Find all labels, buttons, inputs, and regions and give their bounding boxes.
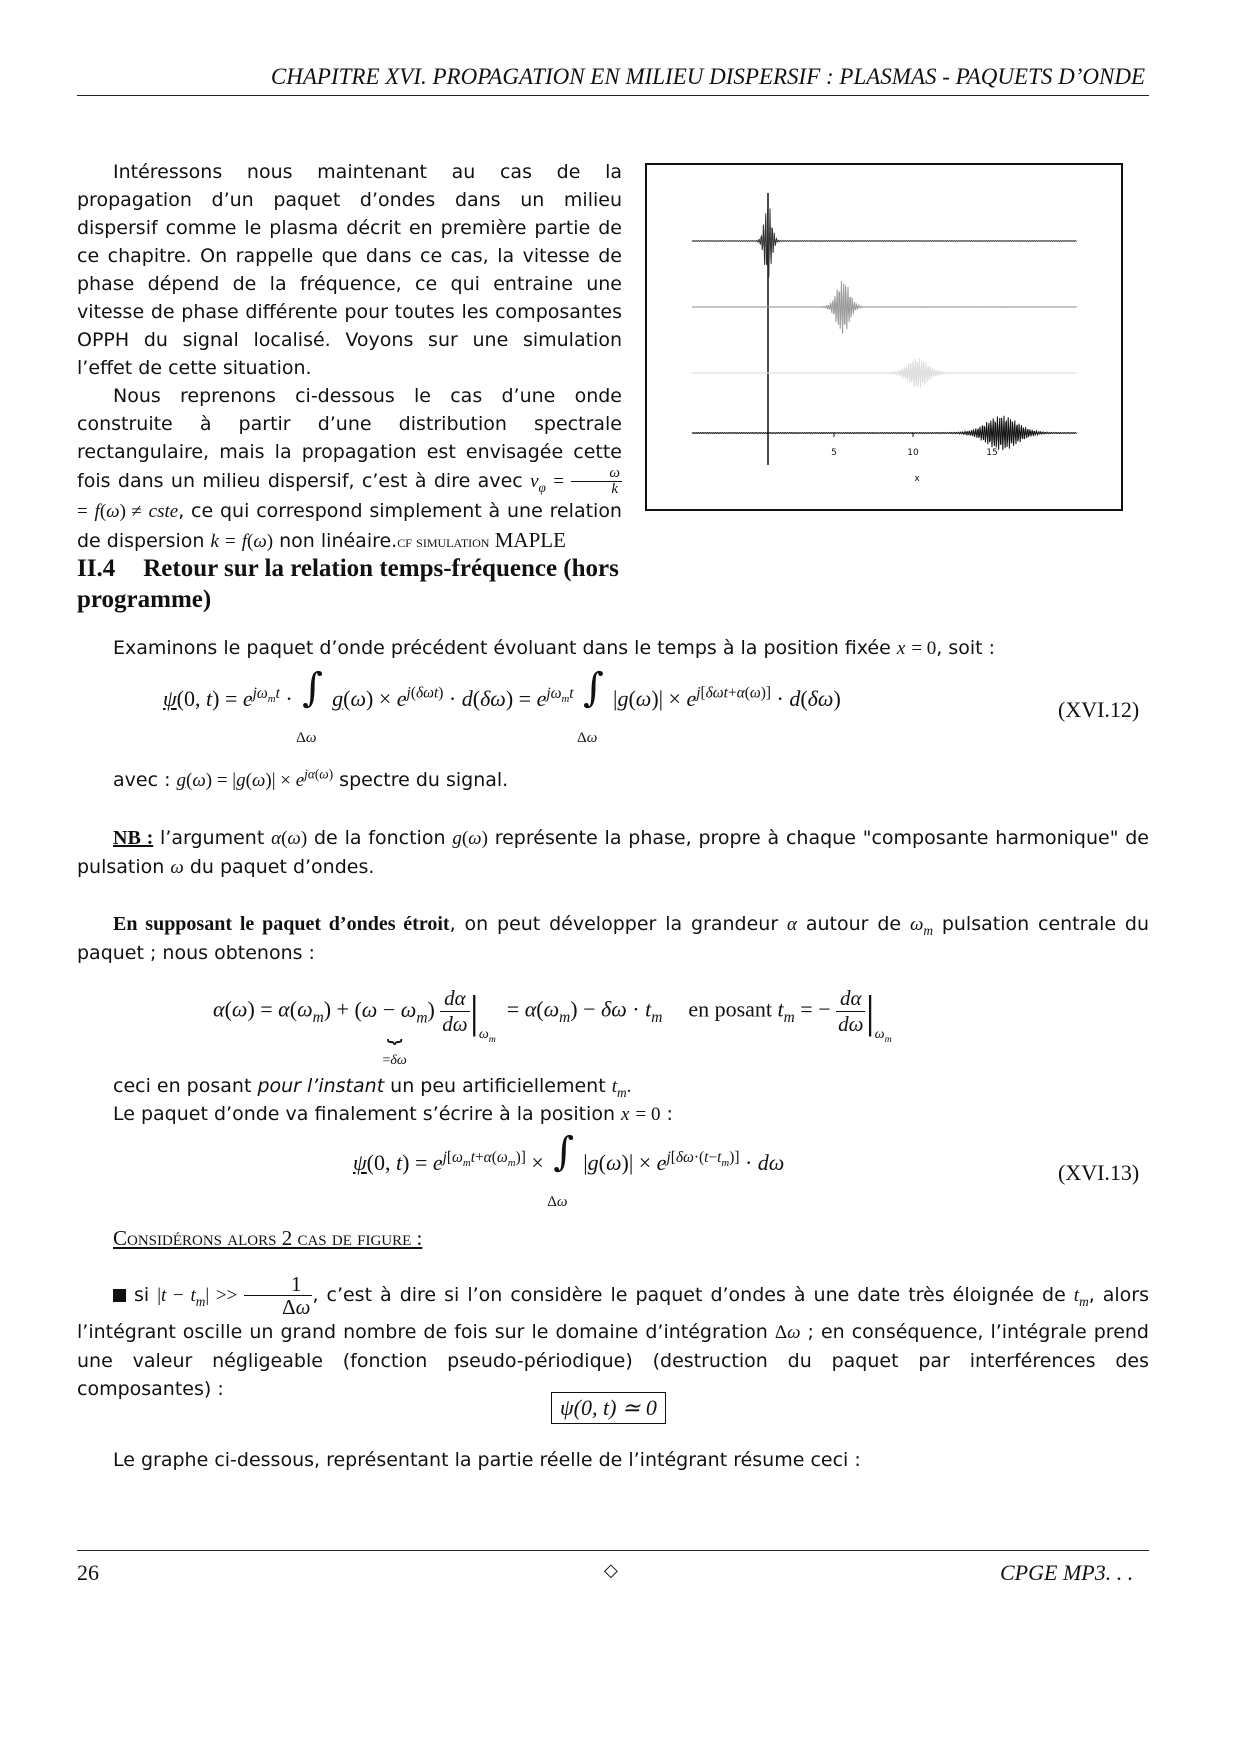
wave-packet-t1 (692, 281, 1077, 334)
examinons-line: Examinons le paquet d’onde précédent évoluant dans le temps à la position fixée x = 0, soit : (113, 637, 996, 659)
footer-separator: ◇ (604, 1560, 618, 1580)
equation-alpha-expansion: $\alpha(\omega) = \alpha(\omega_m) + (\omega - \omega_m)$ ⏟ =δω $\frac{d\alpha}{d\omega}$ $|_{\omega_m} = \alpha(\omega_m) - \delta\omega \cdot t_m$ en posant $t_m$ = − $\frac{d\alpha}{d\omega}$ $|_{\omega_m}$ (213, 986, 892, 1068)
considerons-heading: Considérons alors 2 cas de figure : (113, 1226, 423, 1250)
nb-paragraph: NB : l’argument α(ω) de la fonction g(ω) représente la phase, propre à chaque "composante harmonique" de pulsation ω du paquet d’ondes. (77, 827, 1149, 878)
equation-number-xvi-13: (XVI.13) (1058, 1160, 1140, 1185)
running-header: CHAPITRE XVI. PROPAGATION EN MILIEU DISPERSIF : PLASMAS - PAQUETS D’ONDE (270, 64, 1145, 89)
tick-label-10: 10 (907, 448, 919, 458)
wave-packet-t3 (692, 416, 1077, 450)
header-rule (77, 95, 1149, 96)
tick-label-15: 15 (986, 448, 998, 458)
footer-right-text: CPGE MP3. . . (1000, 1560, 1134, 1585)
equation-xvi-13: ψ(0, $t) = e^{j[\omega_mt+\alpha(\omega_m)]}$ × ∫ Δω $|g(\omega)| \times e^{j[\delta\omega\cdot(t-t_m)]} \cdot d\omega$ (353, 1129, 785, 1210)
supposant-paragraph: En supposant le paquet d’ondes étroit, on peut développer la grandeur α autour de $\omega_m$ pulsation centrale du paquet ; nous obtenons : (77, 913, 1150, 964)
page-number: 26 (77, 1560, 99, 1585)
tick-label-5: 5 (831, 448, 837, 458)
graphe-line: Le graphe ci-dessous, représentant la partie réelle de l’intégrant résume ceci : (113, 1449, 861, 1471)
en-posant-text: en posant (688, 996, 773, 1022)
equation-number-xvi-12: (XVI.12) (1058, 697, 1140, 722)
x-axis-label: x (914, 474, 920, 484)
si-paragraph: si $|t - t_m|$ >> $\frac{1}{\Delta\omega}$ , c’est à dire si l’on considère le paquet d’ondes à une date très éloignée de $t_m$, alors l’intégrant oscille un grand nombre de fois sur le domaine d’intégration Δω ; en conséquence, l’intégrale prend une valeur négligeable (fonction pseudo-périodique) (destruction du paquet par interférences des composantes) : (77, 1272, 1150, 1400)
footer-rule (77, 1550, 1149, 1551)
nb-label: NB : (113, 827, 154, 849)
section-title: Retour sur la relation temps-fréquence (hors programme) (77, 555, 619, 613)
ceci-line: ceci en posant pour l’instant un peu artificiellement $t_m$. (113, 1075, 632, 1100)
wave-packet-t2 (692, 358, 1077, 387)
bullet-square (113, 1289, 126, 1302)
section-number: II.4 (77, 555, 116, 582)
wave-packet-t0 (692, 208, 1077, 277)
wave-packet-plot (647, 165, 1121, 509)
section-heading (77, 553, 637, 615)
avec-line: avec : $g(\omega) = |g(\omega)| \times e^{j\alpha(\omega)}$ spectre du signal. (113, 766, 509, 791)
intro-paragraph-2: Nous reprenons ci-dessous le cas d’une onde construite à partir d’une distribution spectrale rectangulaire, mais la propagation est envisagée cette fois dans un milieu dispersif, c’est à dire avec $v_\varphi$ = $\frac{\omega}{k}$ = f(ω) ≠ cste, ce qui correspond simplement à une relation de dispersion k = f(ω) non linéaire.cf simulation MAPLE (77, 385, 622, 552)
supposant-bold: En supposant le paquet d’ondes étroit (113, 913, 450, 935)
wave-packet-figure (645, 163, 1123, 511)
equation-xvi-12: ψ(0, $t) = e^{j\omega_mt}$ · ∫ Δω $g(\omega) \times e^{j(\delta\omega t)} \cdot d(\delta\omega) = e^{j\omega_mt}$ ∫ Δω $|g(\omega)| \times e^{j[\delta\omega t+\alpha(\omega)]} \cdot d(\delta\omega)$ (163, 665, 841, 746)
boxed-result: ψ(0, t) ≃ 0 (551, 1392, 666, 1424)
intro-text (77, 158, 622, 556)
le-paquet-line: Le paquet d’onde va finalement s’écrire à la position x = 0 : (113, 1103, 673, 1125)
intro-paragraph-1: Intéressons nous maintenant au cas de la propagation d’un paquet d’ondes dans un milieu dispersif comme le plasma décrit en première partie de ce chapitre. On rappelle que dans ce cas, la vitesse de phase dépend de la fréquence, ce qui entraine une vitesse de phase différente pour toutes les composantes OPPH du signal localisé. Voyons sur une simulation l’effet de cette situation. (77, 161, 622, 379)
